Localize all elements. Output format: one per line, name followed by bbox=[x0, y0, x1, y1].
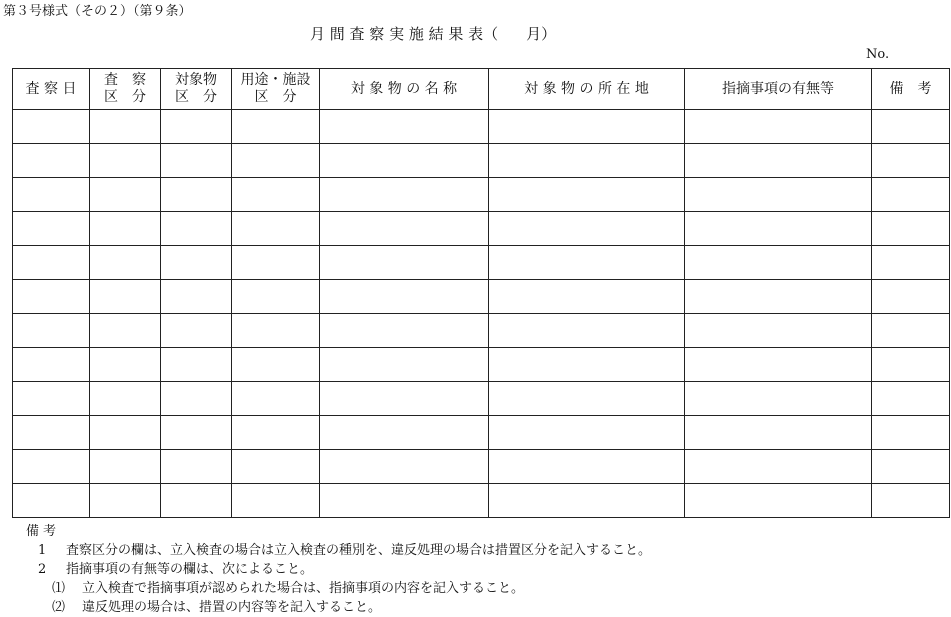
cell-inspection-category[interactable] bbox=[90, 382, 161, 416]
table-row bbox=[13, 280, 950, 314]
table-row bbox=[13, 212, 950, 246]
notes-section bbox=[24, 522, 651, 617]
title-month-suffix: 月） bbox=[526, 25, 557, 43]
cell-object-name[interactable] bbox=[320, 280, 489, 314]
table-row bbox=[13, 246, 950, 280]
cell-remarks[interactable] bbox=[872, 144, 950, 178]
cell-inspection-category[interactable] bbox=[90, 314, 161, 348]
cell-use-facility-category[interactable] bbox=[232, 144, 320, 178]
cell-use-facility-category[interactable] bbox=[232, 110, 320, 144]
cell-object-category[interactable] bbox=[161, 178, 232, 212]
table-header-row bbox=[13, 69, 950, 110]
cell-inspection-category[interactable] bbox=[90, 450, 161, 484]
table-row bbox=[13, 178, 950, 212]
note-subitem: ⑴ 立入検査で指摘事項が認められた場合は、指摘事項の内容を記入すること。 bbox=[52, 581, 525, 596]
cell-object-name[interactable] bbox=[320, 212, 489, 246]
cell-object-location[interactable] bbox=[489, 144, 685, 178]
table-row bbox=[13, 382, 950, 416]
cell-object-location[interactable] bbox=[489, 450, 685, 484]
cell-date[interactable] bbox=[13, 246, 90, 280]
cell-remarks[interactable] bbox=[872, 246, 950, 280]
cell-findings[interactable] bbox=[685, 246, 872, 280]
cell-object-name[interactable] bbox=[320, 178, 489, 212]
cell-inspection-category[interactable] bbox=[90, 246, 161, 280]
results-table bbox=[12, 68, 950, 518]
cell-inspection-category[interactable] bbox=[90, 484, 161, 518]
cell-date[interactable] bbox=[13, 212, 90, 246]
cell-findings[interactable] bbox=[685, 348, 872, 382]
cell-object-category[interactable] bbox=[161, 144, 232, 178]
cell-object-name[interactable] bbox=[320, 382, 489, 416]
header-findings: 指摘事項の有無等 bbox=[685, 69, 872, 110]
cell-object-location[interactable] bbox=[489, 212, 685, 246]
cell-date[interactable] bbox=[13, 416, 90, 450]
cell-remarks[interactable] bbox=[872, 348, 950, 382]
cell-remarks[interactable] bbox=[872, 178, 950, 212]
cell-object-name[interactable] bbox=[320, 484, 489, 518]
table-row bbox=[13, 110, 950, 144]
header-inspection-date: 査 察 日 bbox=[13, 69, 90, 110]
header-object-location: 対 象 物 の 所 在 地 bbox=[489, 69, 685, 110]
cell-use-facility-category[interactable] bbox=[232, 484, 320, 518]
cell-findings[interactable] bbox=[685, 144, 872, 178]
cell-date[interactable] bbox=[13, 144, 90, 178]
cell-use-facility-category[interactable] bbox=[232, 382, 320, 416]
cell-object-location[interactable] bbox=[489, 246, 685, 280]
form-identifier: 第３号様式（その２）（第９条） bbox=[3, 4, 192, 19]
cell-use-facility-category[interactable] bbox=[232, 416, 320, 450]
cell-object-location[interactable] bbox=[489, 178, 685, 212]
cell-use-facility-category[interactable] bbox=[232, 178, 320, 212]
cell-object-category[interactable] bbox=[161, 348, 232, 382]
cell-findings[interactable] bbox=[685, 212, 872, 246]
cell-remarks[interactable] bbox=[872, 484, 950, 518]
cell-remarks[interactable] bbox=[872, 280, 950, 314]
note-subitem: ⑵ 違反処理の場合は、措置の内容等を記入すること。 bbox=[52, 600, 382, 615]
table-row bbox=[13, 314, 950, 348]
cell-object-category[interactable] bbox=[161, 212, 232, 246]
cell-date[interactable] bbox=[13, 280, 90, 314]
cell-remarks[interactable] bbox=[872, 382, 950, 416]
cell-object-name[interactable] bbox=[320, 144, 489, 178]
cell-object-category[interactable] bbox=[161, 484, 232, 518]
cell-date[interactable] bbox=[13, 450, 90, 484]
header-object-category: 対象物 区 分 bbox=[161, 69, 232, 110]
cell-use-facility-category[interactable] bbox=[232, 212, 320, 246]
cell-object-location[interactable] bbox=[489, 348, 685, 382]
number-label: No. bbox=[866, 47, 890, 62]
title-main: 月 間 査 察 実 施 結 果 表（ bbox=[310, 25, 499, 43]
table-row bbox=[13, 348, 950, 382]
cell-remarks[interactable] bbox=[872, 416, 950, 450]
note-item: 2 指摘事項の有無等の欄は、次によること。 bbox=[38, 562, 314, 577]
notes-title: 備考 bbox=[26, 524, 61, 539]
header-use-facility-category: 用途・施設 区 分 bbox=[232, 69, 320, 110]
cell-inspection-category[interactable] bbox=[90, 280, 161, 314]
cell-object-location[interactable] bbox=[489, 110, 685, 144]
cell-use-facility-category[interactable] bbox=[232, 246, 320, 280]
cell-inspection-category[interactable] bbox=[90, 178, 161, 212]
cell-findings[interactable] bbox=[685, 484, 872, 518]
cell-object-name[interactable] bbox=[320, 450, 489, 484]
header-remarks: 備 考 bbox=[872, 69, 950, 110]
document-title bbox=[310, 23, 556, 44]
cell-object-name[interactable] bbox=[320, 314, 489, 348]
cell-use-facility-category[interactable] bbox=[232, 314, 320, 348]
cell-date[interactable] bbox=[13, 314, 90, 348]
cell-use-facility-category[interactable] bbox=[232, 348, 320, 382]
header-inspection-category: 査 察 区 分 bbox=[90, 69, 161, 110]
cell-object-location[interactable] bbox=[489, 382, 685, 416]
cell-inspection-category[interactable] bbox=[90, 416, 161, 450]
cell-inspection-category[interactable] bbox=[90, 144, 161, 178]
cell-inspection-category[interactable] bbox=[90, 212, 161, 246]
note-item: 1 査察区分の欄は、立入検査の場合は立入検査の種別を、違反処理の場合は措置区分を記入すること。 bbox=[38, 543, 652, 558]
cell-findings[interactable] bbox=[685, 110, 872, 144]
cell-date[interactable] bbox=[13, 484, 90, 518]
cell-remarks[interactable] bbox=[872, 212, 950, 246]
table-row bbox=[13, 416, 950, 450]
cell-object-name[interactable] bbox=[320, 246, 489, 280]
cell-remarks[interactable] bbox=[872, 450, 950, 484]
table-body bbox=[13, 110, 950, 518]
cell-object-category[interactable] bbox=[161, 280, 232, 314]
cell-findings[interactable] bbox=[685, 280, 872, 314]
cell-remarks[interactable] bbox=[872, 110, 950, 144]
cell-object-category[interactable] bbox=[161, 110, 232, 144]
cell-findings[interactable] bbox=[685, 178, 872, 212]
cell-object-category[interactable] bbox=[161, 382, 232, 416]
cell-date[interactable] bbox=[13, 382, 90, 416]
cell-remarks[interactable] bbox=[872, 314, 950, 348]
cell-date[interactable] bbox=[13, 348, 90, 382]
cell-object-category[interactable] bbox=[161, 416, 232, 450]
table-row bbox=[13, 484, 950, 518]
cell-object-category[interactable] bbox=[161, 450, 232, 484]
cell-date[interactable] bbox=[13, 110, 90, 144]
cell-object-name[interactable] bbox=[320, 110, 489, 144]
cell-object-category[interactable] bbox=[161, 314, 232, 348]
cell-findings[interactable] bbox=[685, 382, 872, 416]
table-row bbox=[13, 450, 950, 484]
cell-object-location[interactable] bbox=[489, 484, 685, 518]
cell-findings[interactable] bbox=[685, 314, 872, 348]
cell-object-location[interactable] bbox=[489, 416, 685, 450]
cell-inspection-category[interactable] bbox=[90, 348, 161, 382]
cell-use-facility-category[interactable] bbox=[232, 450, 320, 484]
table-row bbox=[13, 144, 950, 178]
header-object-name: 対 象 物 の 名 称 bbox=[320, 69, 489, 110]
cell-date[interactable] bbox=[13, 178, 90, 212]
cell-inspection-category[interactable] bbox=[90, 110, 161, 144]
cell-findings[interactable] bbox=[685, 416, 872, 450]
cell-object-location[interactable] bbox=[489, 314, 685, 348]
cell-use-facility-category[interactable] bbox=[232, 280, 320, 314]
cell-object-name[interactable] bbox=[320, 416, 489, 450]
cell-object-location[interactable] bbox=[489, 280, 685, 314]
cell-object-name[interactable] bbox=[320, 348, 489, 382]
cell-findings[interactable] bbox=[685, 450, 872, 484]
cell-object-category[interactable] bbox=[161, 246, 232, 280]
